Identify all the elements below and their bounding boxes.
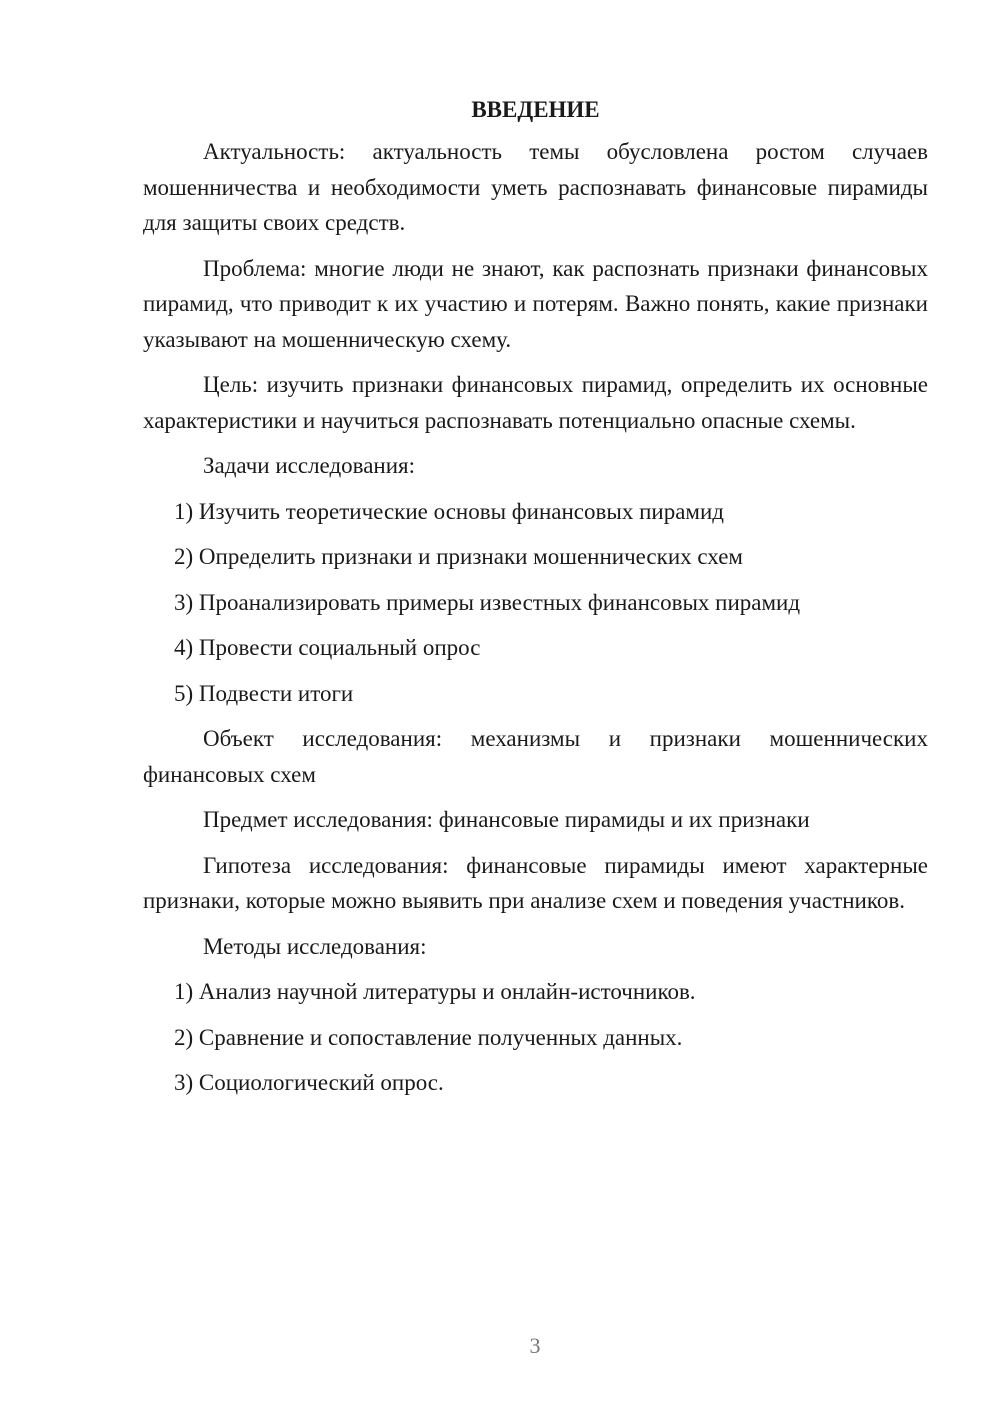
subject-paragraph: Предмет исследования: финансовые пирамиды и их признаки <box>203 807 810 832</box>
methods-heading: Методы исследования: <box>203 933 427 959</box>
task-item: 4) Провести социальный опрос <box>174 635 481 660</box>
goal-paragraph: Цель: изучить признаки финансовых пирамид, определить их основные характеристики и научиться распознавать потенциально опасные схемы. <box>143 372 928 433</box>
method-item: 1) Анализ научной литературы и онлайн-источников. <box>174 979 696 1004</box>
task-item: 2) Определить признаки и признаки мошеннических схем <box>174 544 743 569</box>
page-content <box>143 92 928 1111</box>
page-number: 3 <box>529 1333 541 1358</box>
method-item: 2) Сравнение и сопоставление полученных данных. <box>174 1024 683 1050</box>
page-title: ВВЕДЕНИЕ <box>471 97 600 122</box>
hypothesis-paragraph: Гипотеза исследования: финансовые пирамиды имеют характерные признаки, которые можно выявить при анализе схем и поведения участников. <box>143 852 928 913</box>
tasks-heading: Задачи исследования: <box>203 453 416 478</box>
relevance-paragraph: Актуальность: актуальность темы обусловлена ростом случаев мошенничества и необходимости уметь распознавать финансовые пирамиды для защиты своих средств. <box>143 139 928 235</box>
method-item: 3) Социологический опрос. <box>174 1070 444 1095</box>
task-item: 5) Подвести итоги <box>174 680 354 706</box>
object-paragraph: Объект исследования: механизмы и признаки мошеннических финансовых схем <box>143 726 928 787</box>
task-item: 3) Проанализировать примеры известных финансовых пирамид <box>174 589 801 615</box>
problem-paragraph: Проблема: многие люди не знают, как распознать признаки финансовых пирамид, что приводит к их участию и потерям. Важно понять, какие признаки указывают на мошенническую схему. <box>143 255 928 352</box>
task-item: 1) Изучить теоретические основы финансовых пирамид <box>174 498 724 524</box>
